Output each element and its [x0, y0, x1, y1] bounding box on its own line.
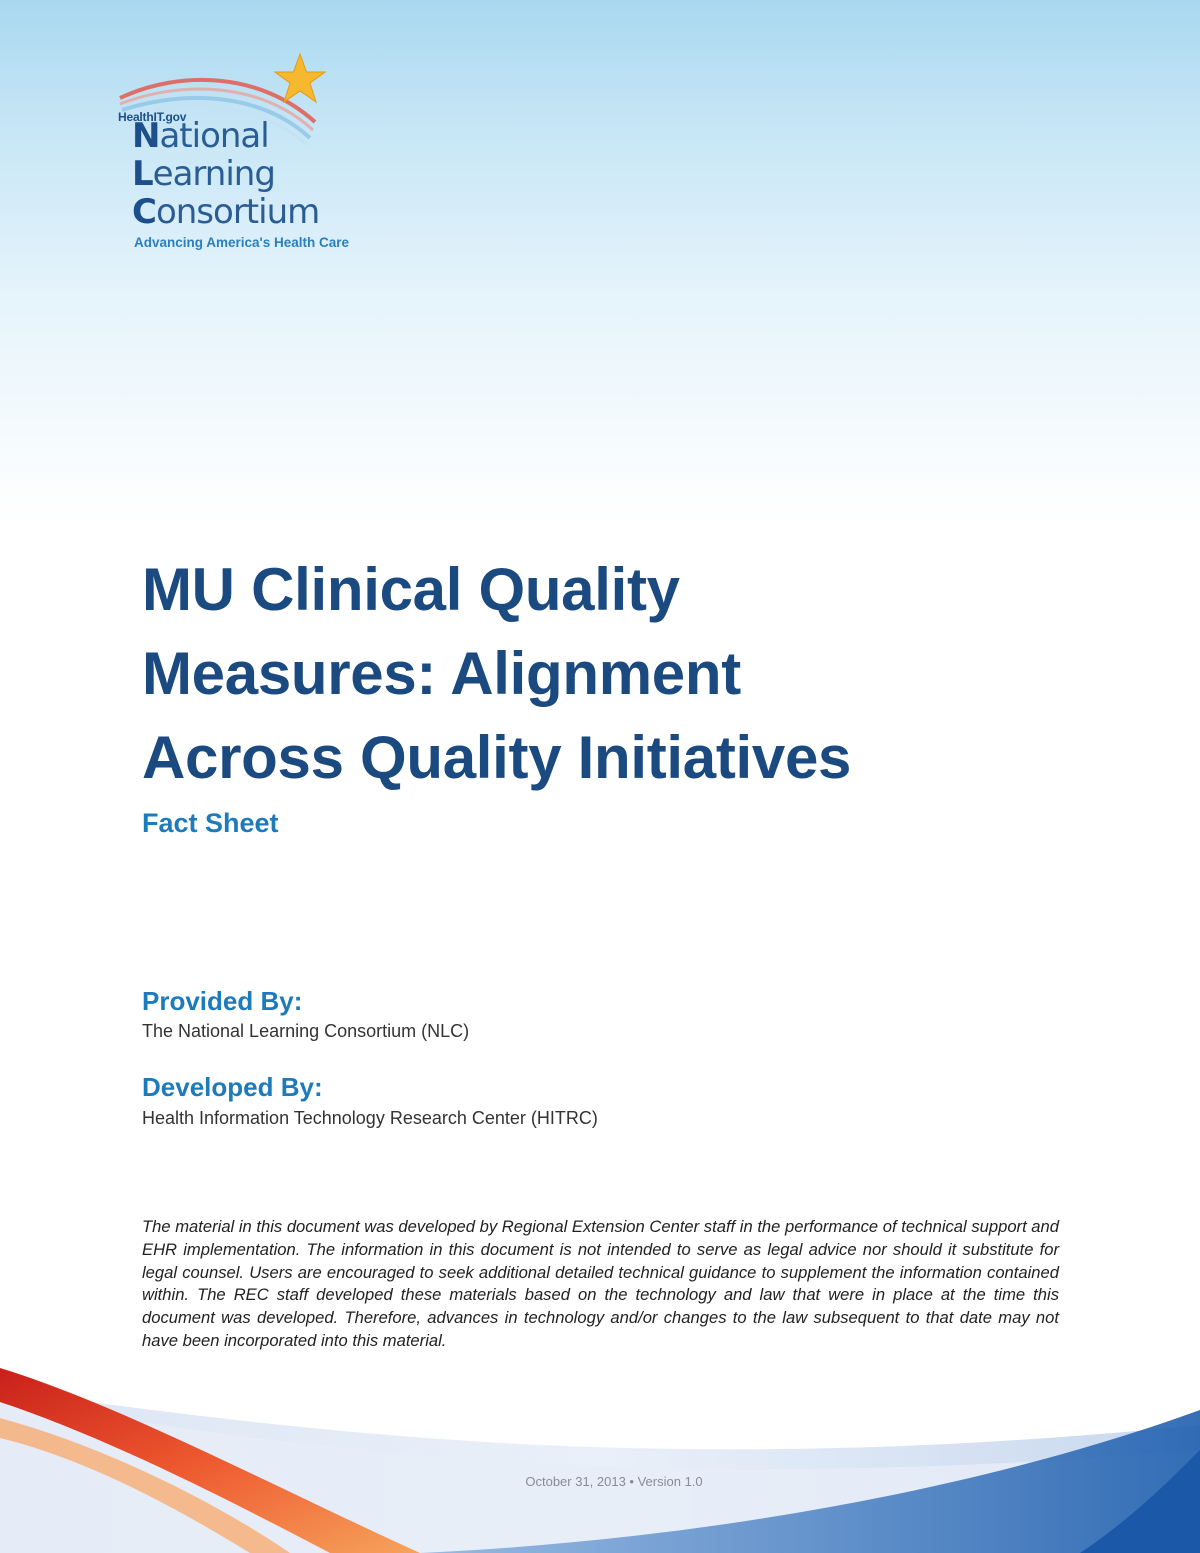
document-subtitle: Fact Sheet	[142, 808, 279, 838]
disclaimer-text: The material in this document was developed by Regional Extension Center staff in the performance of technical support and EHR implementation. The information in this document is not intended to serve as legal advice nor should it substitute for legal counsel. Users are encouraged to seek additional detailed technical guidance to supplement the information contained within. The REC staff developed these materials based on the technology and law that were in place at the time this document was developed. Therefore, advances in technology and/or changes to the law subsequent to that date may not have been incorporated into this material.	[142, 1217, 1059, 1350]
logo-site-name: HealthIT.gov	[118, 110, 187, 124]
logo-word-consortium: Consortium	[132, 192, 320, 232]
logo-tagline: Advancing America's Health Care	[134, 235, 350, 250]
title-line-2: Measures: Alignment	[142, 640, 741, 707]
provided-by-value: The National Learning Consortium (NLC)	[142, 1021, 470, 1041]
provided-by-label: Provided By:	[142, 986, 303, 1016]
nlc-logo	[110, 50, 370, 260]
logo-word-national: National	[132, 116, 269, 156]
logo-word-learning: Learning	[132, 154, 275, 194]
title-line-1: MU Clinical Quality	[142, 556, 680, 623]
star-icon	[270, 50, 330, 110]
developed-by-value: Health Information Technology Research Center (HITRC)	[142, 1108, 598, 1128]
title-line-3: Across Quality Initiatives	[142, 724, 852, 791]
developed-by-label: Developed By:	[142, 1072, 323, 1102]
document-title	[142, 548, 1102, 800]
footer-swoosh-graphic	[0, 1330, 1200, 1553]
footer-version-date: October 31, 2013 • Version 1.0	[525, 1474, 703, 1489]
